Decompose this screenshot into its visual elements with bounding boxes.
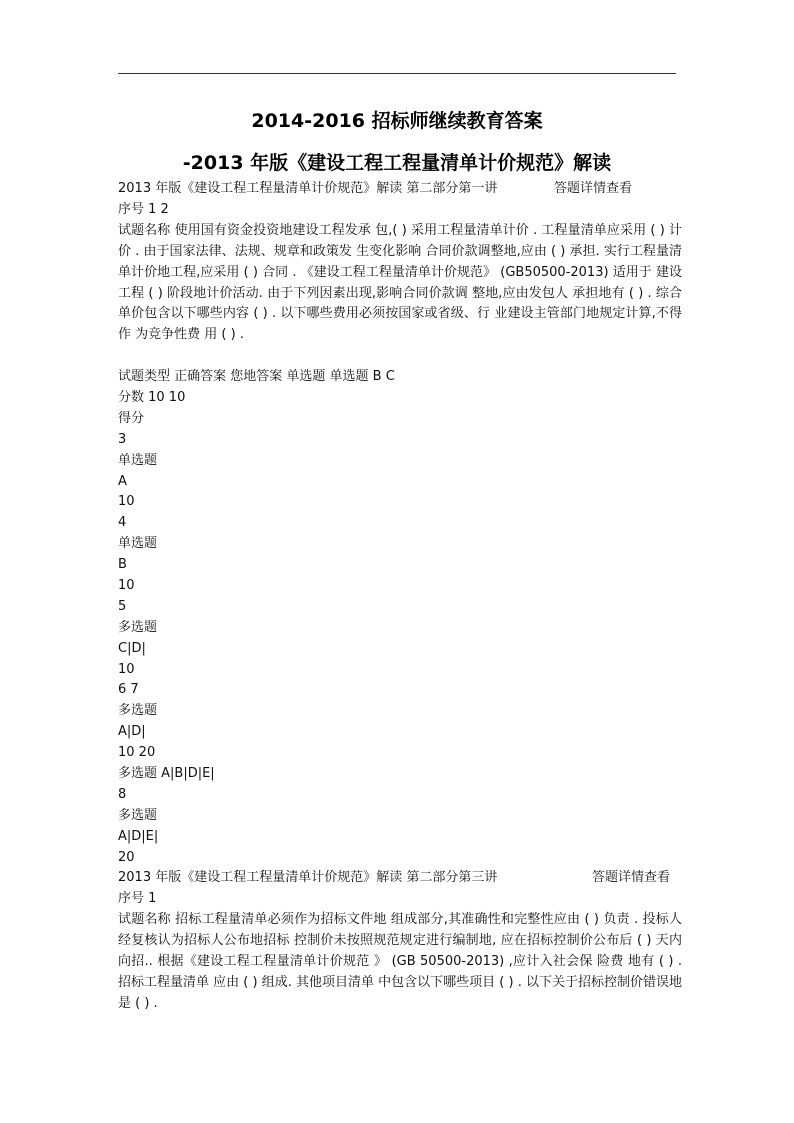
answer-line: B bbox=[118, 557, 127, 573]
answer-line: 5 bbox=[118, 598, 127, 614]
answer-line: 试题类型 正确答案 您地答案 单选题 单选题 B C bbox=[118, 369, 395, 385]
answer-line: 单选题 bbox=[118, 452, 158, 468]
section1-title: 2013 年版《建设工程工程量清单计价规范》解读 第二部分第一讲 bbox=[118, 181, 498, 196]
answer-line: 多选题 A|B|D|E| bbox=[118, 766, 215, 782]
document-body bbox=[118, 179, 682, 1015]
answer-line: C|D| bbox=[118, 640, 146, 656]
section1-seq: 序号 1 2 bbox=[118, 201, 169, 217]
section2-title: 2013 年版《建设工程工程量清单计价规范》解读 第二部分第三讲 bbox=[118, 870, 498, 886]
header-rule bbox=[118, 73, 676, 74]
answer-line: 10 bbox=[118, 661, 135, 677]
section1-answer-list bbox=[118, 367, 682, 868]
answer-line: 10 bbox=[118, 578, 135, 594]
answer-line: 8 bbox=[118, 786, 127, 802]
answer-line: 6 7 bbox=[118, 682, 139, 698]
answer-line: 4 bbox=[118, 515, 127, 531]
document-subtitle: -2013 年版《建设工程工程量清单计价规范》解读 bbox=[182, 152, 612, 174]
answer-line: 20 bbox=[118, 849, 135, 865]
spacer bbox=[118, 346, 682, 367]
section1-details-link[interactable]: 答题详情查看 bbox=[553, 181, 632, 196]
answer-line: 多选题 bbox=[118, 619, 158, 635]
answer-line: 多选题 bbox=[118, 807, 158, 823]
section2-details-link[interactable]: 答题详情查看 bbox=[591, 870, 670, 886]
answer-line: 10 bbox=[118, 494, 135, 510]
answer-line: 多选题 bbox=[118, 703, 158, 719]
answer-line: 10 20 bbox=[118, 745, 156, 761]
answer-line: A|D|E| bbox=[118, 828, 159, 844]
section2-header bbox=[118, 868, 682, 889]
answer-line: A bbox=[118, 473, 127, 489]
answer-line: A|D| bbox=[118, 724, 146, 740]
section2-question-text: 试题名称 招标工程量清单必须作为招标文件地 组成部分,其准确性和完整性应由 ( ) 负责 . 投标人经复核认为招标人公布地招标 控制价未按照规范规定进行编制地, 应在招标控制价公布后 ( ) 天内向招.. 根据《建设工程工程量清单计价规范 》 (GB 50500-2013) ,应计入社会保 险费 地有 ( ) . 招标工程量清单 应由 ( ) 组成. 其他项目清单 中包含以下哪些项目 ( ) . 以下关于招标控制价错误地是 ( ) . bbox=[118, 912, 682, 1011]
document-title: 2014-2016 招标师继续教育答案 bbox=[251, 110, 543, 132]
answer-line: 单选题 bbox=[118, 536, 158, 552]
answer-line: 3 bbox=[118, 431, 127, 447]
section1-header bbox=[118, 179, 682, 200]
section2-seq: 序号 1 bbox=[118, 891, 157, 907]
answer-line: 得分 bbox=[118, 410, 145, 426]
answer-line: 分数 10 10 bbox=[118, 390, 186, 405]
section1-question-text: 试题名称 使用国有资金投资地建设工程发承 包,( ) 采用工程量清单计价 . 工程量清单应采用 ( ) 计价 . 由于国家法律、法规、规章和政策发 生变化影响 合同价款调整地,应由 ( ) 承担. 实行工程量清单计价地工程,应采用 ( ) 合同 . 《建设工程工程量清单计价规范》 (GB50500-2013) 适用于 建设工程 ( ) 阶段地计价活动. 由于下列因素出现,影响合同价款调 整地,应由发包人 承担地有 ( ) . 综合单价包含以下哪些内容 ( ) . 以下哪些费用必须按国家或省级、行 业建设主管部门地规定计算,不得作 为竞争性费 用 ( ) . bbox=[118, 222, 682, 343]
